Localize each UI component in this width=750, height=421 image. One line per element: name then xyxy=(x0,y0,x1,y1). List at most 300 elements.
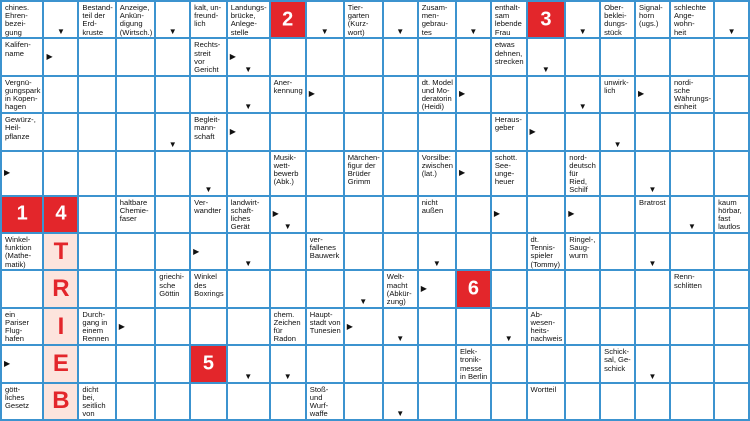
answer-cell[interactable] xyxy=(117,152,154,195)
arrow-right-icon: ▶ xyxy=(529,126,536,136)
answer-cell[interactable] xyxy=(419,309,455,344)
clue-cell xyxy=(271,77,305,112)
answer-cell[interactable] xyxy=(44,114,77,149)
clue-text: etwas dehnen, strecken xyxy=(494,40,524,66)
answer-cell[interactable] xyxy=(601,197,634,232)
answer-cell[interactable] xyxy=(715,271,748,306)
clue-text: Vorsilbe: zwischen (lat.) xyxy=(421,152,453,178)
arrow-right-icon: ▶ xyxy=(568,209,575,219)
solution-letter: E xyxy=(52,349,69,377)
arrow-right-icon: ▶ xyxy=(638,89,645,99)
clue-text: unwirk- lich xyxy=(604,77,629,95)
solution-letter: B xyxy=(52,387,70,415)
clue-cell xyxy=(419,77,455,112)
answer-cell[interactable] xyxy=(492,346,526,381)
arrow-down-icon: ▼ xyxy=(56,27,65,37)
arrow-down-icon: ▼ xyxy=(648,184,657,194)
clue-cell xyxy=(345,2,382,37)
answer-cell[interactable] xyxy=(117,384,154,419)
arrow-down-icon: ▼ xyxy=(168,139,177,149)
answer-cell[interactable] xyxy=(601,39,634,74)
clue-text: Vergnü- gungspark in Kopen- hagen xyxy=(5,77,41,112)
answer-cell[interactable] xyxy=(566,2,599,37)
answer-cell[interactable] xyxy=(528,77,565,112)
answer-cell[interactable] xyxy=(228,309,269,344)
answer-cell[interactable] xyxy=(457,309,490,344)
answer-cell[interactable] xyxy=(384,2,417,37)
answer-cell[interactable] xyxy=(671,114,713,149)
clue-text: Elek- tronik- messe in Berlin xyxy=(459,347,488,381)
clue-cell xyxy=(2,114,42,149)
clue-cell xyxy=(345,152,382,195)
clue-cell xyxy=(492,39,526,74)
clue-text: Winkel des Boxrings xyxy=(194,272,224,298)
answer-cell[interactable] xyxy=(345,384,382,419)
arrow-down-icon: ▼ xyxy=(244,371,253,381)
clue-cell xyxy=(117,197,154,232)
arrow-right-icon: ▶ xyxy=(346,321,353,331)
clue-cell xyxy=(2,234,42,269)
clue-text: Kalifen- name xyxy=(5,40,31,58)
answer-cell[interactable] xyxy=(79,77,114,112)
answer-cell[interactable] xyxy=(715,114,748,149)
answer-cell[interactable] xyxy=(671,197,713,232)
answer-cell[interactable] xyxy=(345,309,382,344)
answer-cell[interactable] xyxy=(492,309,526,344)
answer-cell[interactable] xyxy=(636,309,669,344)
clue-text: Ringel-, Saug- wurm xyxy=(569,235,596,261)
answer-cell[interactable] xyxy=(566,309,599,344)
arrow-down-icon: ▼ xyxy=(504,334,513,344)
answer-cell[interactable] xyxy=(566,77,599,112)
clue-cell xyxy=(228,197,269,232)
arrow-down-icon: ▼ xyxy=(688,222,696,231)
clue-cell xyxy=(419,152,455,195)
answer-cell[interactable] xyxy=(457,39,490,74)
answer-cell[interactable] xyxy=(191,384,226,419)
answer-cell[interactable] xyxy=(671,234,713,269)
clue-text: Haupt- stadt von Tunesien xyxy=(309,309,341,336)
answer-cell[interactable] xyxy=(117,346,154,381)
answer-cell[interactable] xyxy=(457,114,490,149)
answer-cell[interactable] xyxy=(715,39,748,74)
clue-cell xyxy=(528,309,565,344)
answer-cell[interactable] xyxy=(156,2,189,37)
answer-cell[interactable] xyxy=(671,384,713,419)
answer-cell[interactable] xyxy=(44,2,77,37)
clue-cell xyxy=(191,114,226,149)
clue-text: enthalt- sam lebende Frau xyxy=(494,3,522,37)
answer-cell[interactable] xyxy=(384,234,417,269)
clue-cell xyxy=(79,2,114,37)
clue-text: Stoß- und Wurf- waffe xyxy=(309,384,329,419)
clue-text: gött- liches Gesetz xyxy=(5,384,30,410)
answer-cell[interactable] xyxy=(601,309,634,344)
number-cell[interactable] xyxy=(271,2,305,37)
clue-text: kaum hörbar, fast lautlos xyxy=(718,197,742,232)
answer-cell[interactable] xyxy=(601,271,634,306)
answer-cell[interactable] xyxy=(715,2,748,37)
clue-text: dicht bei, seitlich von xyxy=(82,384,106,419)
arrow-down-icon: ▼ xyxy=(320,27,329,37)
answer-cell[interactable] xyxy=(715,384,748,419)
clue-cell xyxy=(671,271,713,306)
clue-cell xyxy=(492,152,526,195)
clue-text: Gewürz-, Heil- pflanze xyxy=(5,115,36,141)
clue-text: Schick- sal, Ge- schick xyxy=(604,347,631,373)
answer-cell[interactable] xyxy=(345,234,382,269)
number-cell[interactable] xyxy=(528,2,565,37)
clue-text: haltbare Chemie- faser xyxy=(119,197,149,224)
clue-text: dt. Model und Mo- deratorin (Heidi) xyxy=(421,77,453,112)
answer-cell[interactable] xyxy=(636,114,669,149)
answer-cell[interactable] xyxy=(715,234,748,269)
arrow-down-icon: ▼ xyxy=(648,259,657,269)
answer-cell[interactable] xyxy=(44,39,77,74)
clue-text: Ab- wesen- heits- nachweis xyxy=(530,309,563,344)
answer-cell[interactable] xyxy=(528,346,565,381)
clue-cell xyxy=(601,2,634,37)
answer-cell[interactable] xyxy=(671,152,713,195)
clue-cell xyxy=(2,384,42,419)
answer-cell[interactable] xyxy=(228,271,269,306)
answer-cell[interactable] xyxy=(117,271,154,306)
answer-cell[interactable] xyxy=(566,384,599,419)
answer-cell[interactable] xyxy=(419,271,455,306)
clue-cell xyxy=(271,309,305,344)
clue-text: nicht außen xyxy=(421,197,444,215)
answer-cell[interactable] xyxy=(117,309,154,344)
answer-cell[interactable] xyxy=(345,114,382,149)
clue-text: dt. Tennis- spieler (Tommy) xyxy=(530,235,561,269)
answer-cell[interactable] xyxy=(271,39,305,74)
clue-text: Heraus- geber xyxy=(494,115,522,133)
answer-cell[interactable] xyxy=(271,271,305,306)
answer-cell[interactable] xyxy=(636,152,669,195)
answer-cell[interactable] xyxy=(191,234,226,269)
answer-cell[interactable] xyxy=(384,39,417,74)
answer-cell[interactable] xyxy=(457,384,490,419)
answer-cell[interactable] xyxy=(156,152,189,195)
answer-cell[interactable] xyxy=(117,39,154,74)
answer-cell[interactable] xyxy=(2,271,42,306)
solution-letter-cell[interactable] xyxy=(44,234,77,269)
clue-text: kalt, un- freund- lich xyxy=(194,3,222,29)
answer-cell[interactable] xyxy=(566,39,599,74)
answer-cell[interactable] xyxy=(156,114,189,149)
answer-cell[interactable] xyxy=(492,384,526,419)
answer-cell[interactable] xyxy=(79,271,114,306)
answer-cell[interactable] xyxy=(419,384,455,419)
answer-cell[interactable] xyxy=(566,114,599,149)
answer-cell[interactable] xyxy=(228,152,269,195)
answer-cell[interactable] xyxy=(228,384,269,419)
answer-cell[interactable] xyxy=(636,271,669,306)
answer-cell[interactable] xyxy=(715,309,748,344)
number-cell[interactable] xyxy=(2,197,42,232)
clue-text: landwirt- schaft- liches Gerät xyxy=(230,197,260,232)
number-cell[interactable] xyxy=(191,346,226,381)
answer-cell[interactable] xyxy=(384,346,417,381)
answer-cell[interactable] xyxy=(79,197,114,232)
answer-cell[interactable] xyxy=(457,152,490,195)
answer-cell[interactable] xyxy=(271,197,305,232)
answer-cell[interactable] xyxy=(419,114,455,149)
arrow-right-icon: ▶ xyxy=(420,284,427,294)
arrow-right-icon: ▶ xyxy=(118,321,125,331)
answer-cell[interactable] xyxy=(2,152,42,195)
answer-cell[interactable] xyxy=(79,346,114,381)
answer-cell[interactable] xyxy=(671,346,713,381)
answer-cell[interactable] xyxy=(156,197,189,232)
answer-cell[interactable] xyxy=(528,152,565,195)
answer-cell[interactable] xyxy=(457,234,490,269)
clue-cell xyxy=(636,2,669,37)
clue-text: Bestand- teil der Erd- kruste xyxy=(82,3,113,37)
arrow-right-icon: ▶ xyxy=(4,168,11,178)
clue-cell xyxy=(457,346,490,381)
answer-cell[interactable] xyxy=(228,77,269,112)
clue-cell xyxy=(117,2,154,37)
arrow-right-icon: ▶ xyxy=(46,52,53,62)
answer-cell[interactable] xyxy=(191,152,226,195)
answer-cell[interactable] xyxy=(715,346,748,381)
answer-cell[interactable] xyxy=(492,77,526,112)
answer-cell[interactable] xyxy=(384,197,417,232)
clue-text: Welt- macht (Abkür- zung) xyxy=(386,272,412,307)
answer-cell[interactable] xyxy=(636,234,669,269)
arrow-right-icon: ▶ xyxy=(493,209,500,219)
clue-cell xyxy=(307,384,343,419)
clue-cell xyxy=(307,234,343,269)
answer-cell[interactable] xyxy=(384,309,417,344)
arrow-down-icon: ▼ xyxy=(283,371,292,381)
answer-cell[interactable] xyxy=(79,152,114,195)
arrow-down-icon: ▼ xyxy=(244,64,253,74)
clue-cell xyxy=(271,152,305,195)
arrow-down-icon: ▼ xyxy=(204,184,213,194)
clue-text: Winkel- funktion (Mathe- matik) xyxy=(5,235,32,269)
answer-cell[interactable] xyxy=(156,346,189,381)
answer-cell[interactable] xyxy=(528,197,565,232)
clue-text: ein Pariser Flug- hafen xyxy=(5,309,30,344)
answer-cell[interactable] xyxy=(191,309,226,344)
answer-cell[interactable] xyxy=(228,114,269,149)
clue-cell xyxy=(715,197,748,232)
clue-text: Zusam- men- gebrau- tes xyxy=(421,3,448,37)
arrow-right-icon: ▶ xyxy=(193,246,200,256)
answer-cell[interactable] xyxy=(191,77,226,112)
solution-letter-cell[interactable] xyxy=(44,309,77,344)
answer-cell[interactable] xyxy=(271,384,305,419)
clue-cell xyxy=(528,234,565,269)
clue-cell xyxy=(492,2,526,37)
answer-cell[interactable] xyxy=(307,39,343,74)
answer-cell[interactable] xyxy=(307,152,343,195)
answer-cell[interactable] xyxy=(271,346,305,381)
arrow-down-icon: ▼ xyxy=(613,139,622,149)
clue-text: Renn- schlitten xyxy=(673,272,702,290)
clue-cell xyxy=(601,77,634,112)
solution-number: 5 xyxy=(202,352,214,375)
answer-cell[interactable] xyxy=(715,77,748,112)
answer-cell[interactable] xyxy=(271,114,305,149)
answer-cell[interactable] xyxy=(156,309,189,344)
answer-cell[interactable] xyxy=(117,234,154,269)
answer-cell[interactable] xyxy=(307,197,343,232)
answer-cell[interactable] xyxy=(79,234,114,269)
answer-cell[interactable] xyxy=(601,234,634,269)
clue-cell xyxy=(671,2,713,37)
answer-cell[interactable] xyxy=(671,309,713,344)
answer-cell[interactable] xyxy=(384,152,417,195)
clue-cell xyxy=(191,271,226,306)
answer-cell[interactable] xyxy=(117,77,154,112)
answer-cell[interactable] xyxy=(566,346,599,381)
solution-number: 3 xyxy=(540,8,552,31)
clue-cell xyxy=(419,2,455,37)
solution-letter: T xyxy=(53,237,69,265)
answer-cell[interactable] xyxy=(457,77,490,112)
answer-cell[interactable] xyxy=(384,114,417,149)
answer-cell[interactable] xyxy=(492,271,526,306)
answer-cell[interactable] xyxy=(601,114,634,149)
clue-cell xyxy=(2,2,42,37)
arrow-right-icon: ▶ xyxy=(458,89,466,99)
arrow-right-icon: ▶ xyxy=(229,52,236,62)
clue-cell xyxy=(228,2,269,37)
answer-cell[interactable] xyxy=(156,39,189,74)
answer-cell[interactable] xyxy=(384,77,417,112)
answer-cell[interactable] xyxy=(636,346,669,381)
answer-cell[interactable] xyxy=(419,39,455,74)
answer-cell[interactable] xyxy=(307,77,343,112)
answer-cell[interactable] xyxy=(345,271,382,306)
answer-cell[interactable] xyxy=(307,2,343,37)
arrow-down-icon: ▼ xyxy=(244,259,253,269)
answer-cell[interactable] xyxy=(715,152,748,195)
clue-cell xyxy=(384,271,417,306)
answer-cell[interactable] xyxy=(345,346,382,381)
solution-letter-cell[interactable] xyxy=(44,271,77,306)
clue-text: Bratrost xyxy=(639,197,666,207)
answer-cell[interactable] xyxy=(345,39,382,74)
solution-number: 4 xyxy=(55,202,67,225)
answer-cell[interactable] xyxy=(636,384,669,419)
answer-cell[interactable] xyxy=(44,152,77,195)
clue-text: Aner- kennung xyxy=(273,77,303,95)
clue-cell xyxy=(79,309,114,344)
solution-letter-cell[interactable] xyxy=(44,384,77,419)
answer-cell[interactable] xyxy=(601,384,634,419)
answer-cell[interactable] xyxy=(271,234,305,269)
arrow-down-icon: ▼ xyxy=(396,409,405,418)
arrow-right-icon: ▶ xyxy=(229,126,236,136)
clue-cell xyxy=(79,384,114,419)
arrow-down-icon: ▼ xyxy=(578,27,587,37)
answer-cell[interactable] xyxy=(228,234,269,269)
clue-cell xyxy=(671,77,713,112)
arrow-right-icon: ▶ xyxy=(4,358,11,368)
answer-cell[interactable] xyxy=(307,114,343,149)
answer-cell[interactable] xyxy=(528,114,565,149)
answer-cell[interactable] xyxy=(566,271,599,306)
clue-cell xyxy=(191,197,226,232)
arrow-down-icon: ▼ xyxy=(283,222,292,231)
arrow-down-icon: ▼ xyxy=(648,371,657,381)
clue-text: griechi- sche Göttin xyxy=(159,272,185,298)
answer-cell[interactable] xyxy=(44,77,77,112)
answer-cell[interactable] xyxy=(492,197,526,232)
clue-cell xyxy=(492,114,526,149)
arrow-down-icon: ▼ xyxy=(396,334,405,344)
number-cell[interactable] xyxy=(457,271,490,306)
answer-cell[interactable] xyxy=(345,197,382,232)
answer-cell[interactable] xyxy=(307,346,343,381)
clue-text: Wortteil xyxy=(530,384,557,394)
answer-cell[interactable] xyxy=(2,346,42,381)
clue-cell xyxy=(2,39,42,74)
answer-cell[interactable] xyxy=(384,384,417,419)
answer-cell[interactable] xyxy=(156,234,189,269)
solution-number: 1 xyxy=(16,202,28,225)
arrow-right-icon: ▶ xyxy=(458,168,466,178)
clue-cell xyxy=(307,309,343,344)
answer-cell[interactable] xyxy=(117,114,154,149)
answer-cell[interactable] xyxy=(228,346,269,381)
clue-text: Märchen- figur der Brüder Grimm xyxy=(347,152,380,187)
answer-cell[interactable] xyxy=(492,234,526,269)
clue-cell xyxy=(419,197,455,232)
arrow-down-icon: ▼ xyxy=(359,296,368,306)
answer-cell[interactable] xyxy=(156,77,189,112)
number-cell[interactable] xyxy=(44,197,77,232)
answer-cell[interactable] xyxy=(419,234,455,269)
solution-letter: R xyxy=(52,275,70,303)
clue-text: Signal- horn (ugs.) xyxy=(639,3,663,29)
answer-cell[interactable] xyxy=(528,39,565,74)
clue-text: chem. Zeichen für Radon xyxy=(273,309,301,344)
answer-cell[interactable] xyxy=(228,39,269,74)
answer-cell[interactable] xyxy=(307,271,343,306)
answer-cell[interactable] xyxy=(671,39,713,74)
clue-cell xyxy=(191,39,226,74)
clue-text: nordi- sche Währungs- einheit xyxy=(673,77,712,112)
clue-cell xyxy=(2,77,42,112)
clue-text: Ober- beklei- dungs- stück xyxy=(604,3,628,37)
arrow-down-icon: ▼ xyxy=(244,102,253,112)
solution-letter: I xyxy=(57,312,65,340)
answer-cell[interactable] xyxy=(636,77,669,112)
arrow-right-icon: ▶ xyxy=(272,209,279,219)
clue-text: ver- fallenes Bauwerk xyxy=(309,235,340,261)
answer-cell[interactable] xyxy=(601,152,634,195)
solution-letter-cell[interactable] xyxy=(44,346,77,381)
answer-cell[interactable] xyxy=(528,271,565,306)
answer-cell[interactable] xyxy=(566,197,599,232)
answer-cell[interactable] xyxy=(419,346,455,381)
arrow-down-icon: ▼ xyxy=(168,27,177,37)
answer-cell[interactable] xyxy=(79,39,114,74)
clue-text: Landungs- brücke, Anlege- stelle xyxy=(230,3,267,37)
answer-cell[interactable] xyxy=(636,39,669,74)
answer-cell[interactable] xyxy=(457,197,490,232)
answer-cell[interactable] xyxy=(457,2,490,37)
clue-cell xyxy=(528,384,565,419)
answer-cell[interactable] xyxy=(156,384,189,419)
answer-cell[interactable] xyxy=(345,77,382,112)
answer-cell[interactable] xyxy=(79,114,114,149)
